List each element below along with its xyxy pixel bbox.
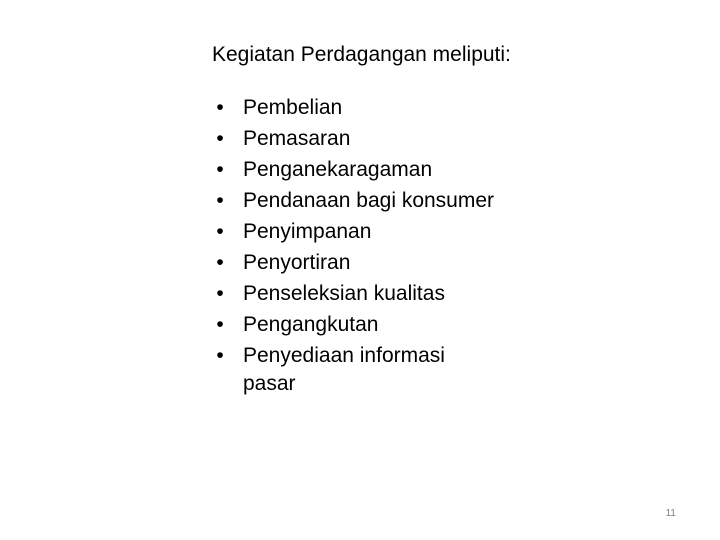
list-item <box>213 247 553 278</box>
list-item <box>213 340 553 398</box>
list-item-text: Penyimpanan <box>243 220 372 243</box>
bullet-icon: • <box>216 96 224 119</box>
list-item <box>213 123 553 154</box>
list-item-text: Pemasaran <box>243 127 351 150</box>
bullet-icon: • <box>216 127 224 150</box>
list-item-text: Penganekaragaman <box>243 158 433 181</box>
list-item-text: Penyortiran <box>243 251 351 274</box>
slide-title: Kegiatan Perdagangan meliputi: <box>212 43 511 66</box>
bullet-icon: • <box>216 282 224 305</box>
bullet-icon: • <box>216 344 224 367</box>
list-item <box>213 278 553 309</box>
list-item-text: Penyediaan informasi pasar <box>243 344 445 395</box>
bullet-icon: • <box>216 158 224 181</box>
list-item-text: Penseleksian kualitas <box>243 282 445 305</box>
list-item <box>213 309 553 340</box>
list-item <box>213 216 553 247</box>
list-item <box>213 92 553 123</box>
bullet-icon: • <box>216 189 224 212</box>
bullet-icon: • <box>216 220 224 243</box>
list-item <box>213 185 553 216</box>
bullet-icon: • <box>216 251 224 274</box>
page-number: 11 <box>665 508 676 519</box>
list-item <box>213 154 553 185</box>
bullet-list <box>213 92 553 398</box>
list-item-text: Pengangkutan <box>243 313 379 336</box>
bullet-icon: • <box>216 313 224 336</box>
list-item-text: Pendanaan bagi konsumer <box>243 189 495 212</box>
list-item-text: Pembelian <box>243 96 343 119</box>
